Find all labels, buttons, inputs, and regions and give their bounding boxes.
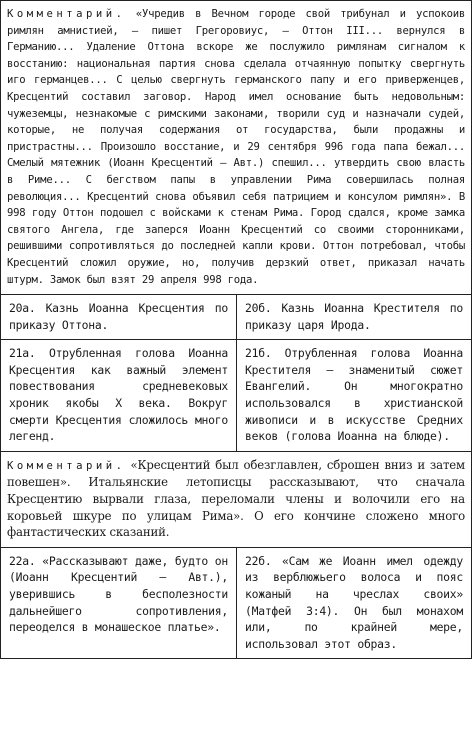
commentary-block-1	[0, 0, 472, 295]
caption-21a: 21а. Отрубленная голова Иоанна Кресцентия как важный элемент повествования средневековых хроник якобы X века. Вокруг смерти Кресцентия сложилось много легенд.	[9, 346, 228, 444]
cell-22b	[236, 548, 471, 659]
commentary-block-2	[0, 452, 472, 548]
commentary-1-text: «Учредив в Вечном городе свой трибунал и успокоив римлян амнистией, – пишет Грегоровиус, – Оттон III... вернулся в Германию... Удаление Оттона вскоре же послужило римлянам сигналом к восстанию: национальная партия снова сделала отчаянную попытку свергнуть иго германцев... С целью свергнуть германского папу и его приверженцев, Кресцентий составил заговор. Народ имел основание быть недовольным: чужеземцы, незнакомые с римскими законами, творили суд и назначали судей, которые, не получая содержания от государства, были продажны и пристрастны... Произошло восстание, и 29 сентября 996 года папа бежал... Смелый мятежник (Иоанн Кресцентий – Авт.) спешил... утвердить свою власть в Риме... С бегством папы в управлении Рима совершилась полная революция... Кресцентий снова объявил себя патрицием и консулом римлян». В 998 году Оттон подошел с войсками к стенам Рима. Город сдался, кроме замка святого Ангела, где заперся Иоанн Кресцентий со своими сторонниками, решившими сопротивляться до последней капли крови. Оттон потребовал, чтобы Кресцентий сложил оружие, но, получив дерзкий ответ, приказал начать штурм. Замок был взят 29 апреля 998 года.	[7, 8, 465, 286]
commentary-2-text: «Кресцентий был обезглавлен, сброшен вниз и затем повешен». Итальянские летописцы рассказывают, что сначала Кресцентию вырвали глаза, переломали члены и волочили его на коровьей шкуре по улицам Рима». О его кончине сложено много фантастических сказаний.	[7, 457, 465, 540]
comparison-row-21	[0, 340, 472, 452]
commentary-1-label: Комментарий.	[7, 8, 126, 20]
cell-20a	[1, 295, 236, 339]
cell-22a	[1, 548, 236, 659]
cell-21b	[236, 340, 471, 451]
commentary-2-label: Комментарий.	[7, 459, 126, 472]
caption-22b: 22б. «Сам же Иоанн имел одежду из верблюжьего волоса и пояс кожаный на чреслах своих» (Матфей 3:4). Он был монахом или, по крайней мере, использовал этот образ.	[245, 553, 463, 651]
comparison-row-20	[0, 295, 472, 340]
commentary-1-paragraph	[7, 6, 465, 288]
caption-21b: 21б. Отрубленная голова Иоанна Крестителя – знаменитый сюжет Евангелий. Он многократно использовался в христианской живописи и в искусстве Средних веков (голова Иоанна на блюде).	[245, 346, 463, 444]
commentary-2-paragraph	[7, 457, 465, 541]
cell-20b	[236, 295, 471, 339]
caption-20a: 20а. Казнь Иоанна Кресцентия по приказу Оттона.	[9, 301, 228, 332]
caption-22a: 22а. «Рассказывают даже, будто он (Иоанн Кресцентий – Авт.), уверившись в бесполезности дальнейшего сопротивления, переоделся в монашеское платье».	[9, 553, 228, 635]
comparison-row-22	[0, 548, 472, 660]
cell-21a	[1, 340, 236, 451]
caption-20b: 20б. Казнь Иоанна Крестителя по приказу царя Ирода.	[245, 301, 463, 332]
